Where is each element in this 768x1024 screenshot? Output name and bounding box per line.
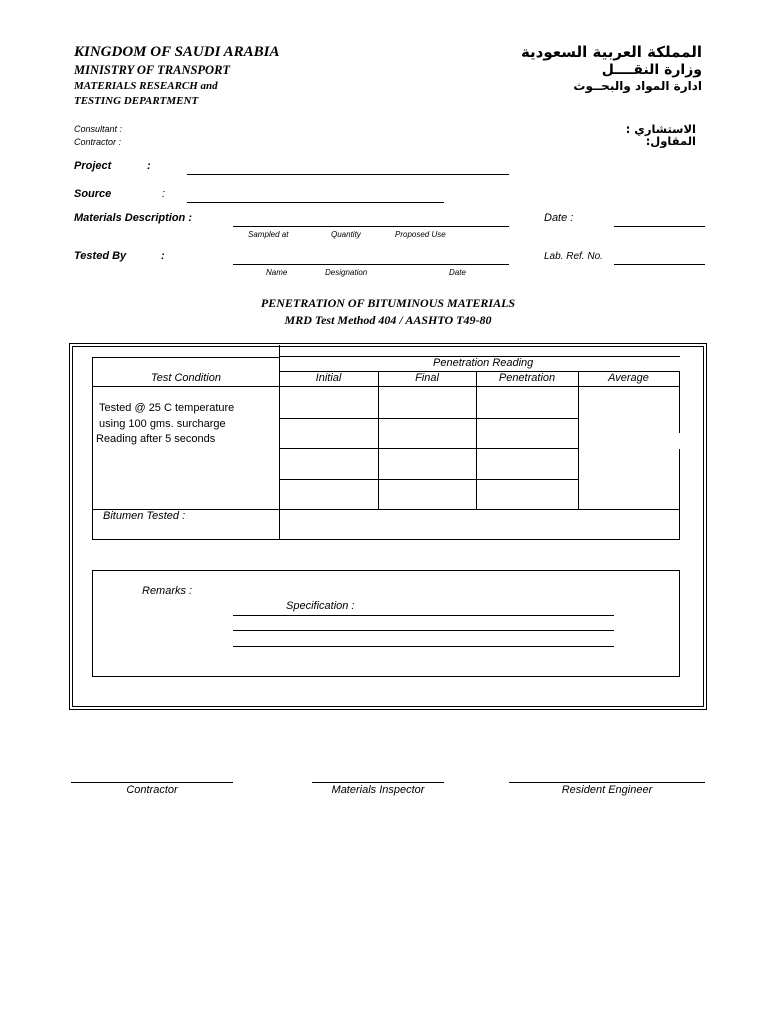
table-left-border [92,357,93,540]
col-final: Final [415,372,439,384]
header-department-2: TESTING DEPARTMENT [74,95,199,107]
penetration-column-divider [578,371,579,510]
table-right-border-upper [679,371,680,433]
designation-caption: Designation [325,268,368,277]
test-method: MRD Test Method 404 / AASHTO T49-80 [284,313,492,327]
materials-description-label: Materials Description : [74,212,192,224]
initial-column-divider [378,371,379,510]
reading-row-3-border [279,479,579,480]
tested-by-label: Tested By [74,250,127,262]
remarks-line-3[interactable] [233,646,614,647]
contractor-signature-line[interactable] [71,782,233,783]
col-test-condition: Test Condition [151,372,221,384]
header-ministry: MINISTRY OF TRANSPORT [74,63,231,77]
consultant-label: Consultant : [74,124,123,134]
header-kingdom: KINGDOM OF SAUDI ARABIA [74,44,280,60]
contractor-label-ar: المقاول: [645,134,696,148]
consultant-label-ar: الاستشاري : [625,122,696,136]
header-department-1: MATERIALS RESEARCH and [74,80,218,92]
tested-by-field-line[interactable] [233,264,509,265]
date-label: Date : [544,212,574,224]
lab-ref-label: Lab. Ref. No. [544,251,603,262]
header-kingdom-ar: المملكة العربية السعودية [520,43,702,61]
remarks-label: Remarks : [142,585,193,597]
final-column-divider [476,371,477,510]
engineer-signature-line[interactable] [509,782,705,783]
project-field-line[interactable] [187,174,509,175]
tested-by-colon: : [161,250,165,262]
source-label: Source [74,188,112,200]
project-label: Project [74,160,112,172]
table-bottom-border [92,539,680,540]
sub-date-caption: Date [449,268,466,277]
test-condition-line-2: using 100 gms. surcharge [96,418,226,430]
col-initial: Initial [315,372,342,384]
contractor-signature-label: Contractor [126,784,178,796]
col-penetration: Penetration [498,372,556,384]
col-average: Average [608,372,649,384]
test-condition-line-3: Reading after 5 seconds [96,433,216,445]
specification-label: Specification : [286,600,355,612]
inspector-signature-line[interactable] [312,782,444,783]
lab-ref-field-line[interactable] [614,264,705,265]
test-condition-line-1: Tested @ 25 C temperature [99,402,235,414]
table-top-left-border [92,357,280,358]
table-right-border-lower [679,449,680,540]
remarks-line-2[interactable] [233,630,614,631]
source-field-line[interactable] [187,202,444,203]
source-colon: : [162,188,166,200]
bitumen-tested-label: Bitumen Tested : [103,510,186,522]
column-header-border [92,386,680,387]
remarks-line-1[interactable] [233,615,614,616]
project-colon: : [147,160,151,172]
sampled-at-caption: Sampled at [248,230,289,239]
penetration-reading-header: Penetration Reading [433,357,534,369]
header-department-ar: ادارة المواد والبحــوث [573,79,702,93]
name-caption: Name [266,268,288,277]
materials-description-field-line[interactable] [233,226,509,227]
proposed-use-caption: Proposed Use [395,230,446,239]
header-ministry-ar: وزارة النقــــل [601,62,702,78]
document-title: PENETRATION OF BITUMINOUS MATERIALS [260,296,516,310]
engineer-signature-label: Resident Engineer [561,784,653,796]
quantity-caption: Quantity [331,230,361,239]
contractor-label: Contractor : [74,137,122,147]
date-field-line[interactable] [614,226,705,227]
reading-row-1-border [279,418,579,419]
inspector-signature-label: Materials Inspector [331,784,425,796]
reading-row-2-border [279,448,579,449]
